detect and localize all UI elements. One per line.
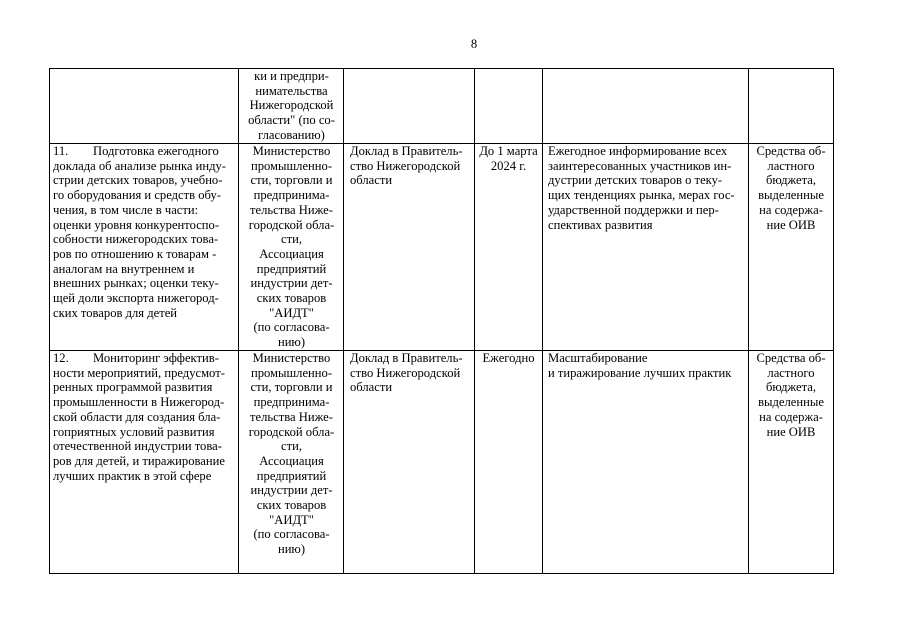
result-form-cell (344, 144, 475, 351)
deadline-text: До 1 марта 2024 г. (479, 144, 538, 173)
funding-text: Средства об- ластного бюджета, выделенные на содержа- ние ОИВ (756, 144, 826, 232)
table-row (50, 144, 834, 351)
task-cell (50, 351, 239, 574)
expected-result-cell (543, 144, 749, 351)
item-number: 12. (53, 351, 69, 365)
result-form-cell (344, 69, 475, 144)
executor-text: Министерство промышленно- сти, торговли и предпринима- тельства Ниже- городской обла- сти, Ассоциация предприятий индустрии дет- ских товаров "АИДТ" (по согласова- нию) (248, 351, 335, 557)
deadline-cell (475, 351, 543, 574)
action-plan-table (49, 68, 834, 574)
expected-result-cell (543, 351, 749, 574)
deadline-cell (475, 144, 543, 351)
deadline-cell (475, 69, 543, 144)
expected-result-cell (543, 69, 749, 144)
executor-text: ки и предпри- нимательства Нижегородской области" (по со- гласованию) (248, 69, 335, 142)
table-row (50, 69, 834, 144)
funding-text: Средства об- ластного бюджета, выделенные на содержа- ние ОИВ (756, 351, 826, 439)
funding-cell (749, 351, 834, 574)
task-cell (50, 69, 239, 144)
table-row (50, 351, 834, 574)
executor-cell (239, 69, 344, 144)
expected-result-text: Ежегодное информирование всех заинтересованных участников ин- дустрии детских товаров о теку- щих тенденциях рынка, мерах гос- ударственной поддержки и пер- спективах развития (548, 144, 735, 232)
result-form-text: Доклад в Правитель- ство Нижегородской области (350, 351, 463, 395)
task-text: Мониторинг эффектив- ности мероприятий, предусмот- ренных программой развития промышленности в Нижегород- ской области для создания бла- гоприятных условий развития отечественной индустрии това- ров для детей, и тиражирование лучших практик в этой сфере (53, 351, 225, 483)
result-form-cell (344, 351, 475, 574)
result-form-text: Доклад в Правитель- ство Нижегородской области (350, 144, 463, 188)
task-cell (50, 144, 239, 351)
executor-cell (239, 144, 344, 351)
funding-cell (749, 69, 834, 144)
executor-cell (239, 351, 344, 574)
executor-text: Министерство промышленно- сти, торговли и предпринима- тельства Ниже- городской обла- сти, Ассоциация предприятий индустрии дет- ских товаров "АИДТ" (по согласова- нию) (248, 144, 335, 350)
deadline-text: Ежегодно (482, 351, 535, 365)
expected-result-text: Масштабирование и тиражирование лучших практик (548, 351, 732, 380)
funding-cell (749, 144, 834, 351)
item-number: 11. (53, 144, 69, 158)
page-number: 8 (470, 37, 478, 51)
task-text: Подготовка ежегодного доклада об анализе рынка инду- стрии детских товаров, учебно- го оборудования и средств обу- чения, в том числе в части: оценки уровня конкурентоспо- собности нижегородских това- ров по отношению к товарам - аналогам на внутреннем и внешних рынках; оценки теку- щей доли экспорта нижегород- ских товаров для детей (53, 144, 227, 320)
